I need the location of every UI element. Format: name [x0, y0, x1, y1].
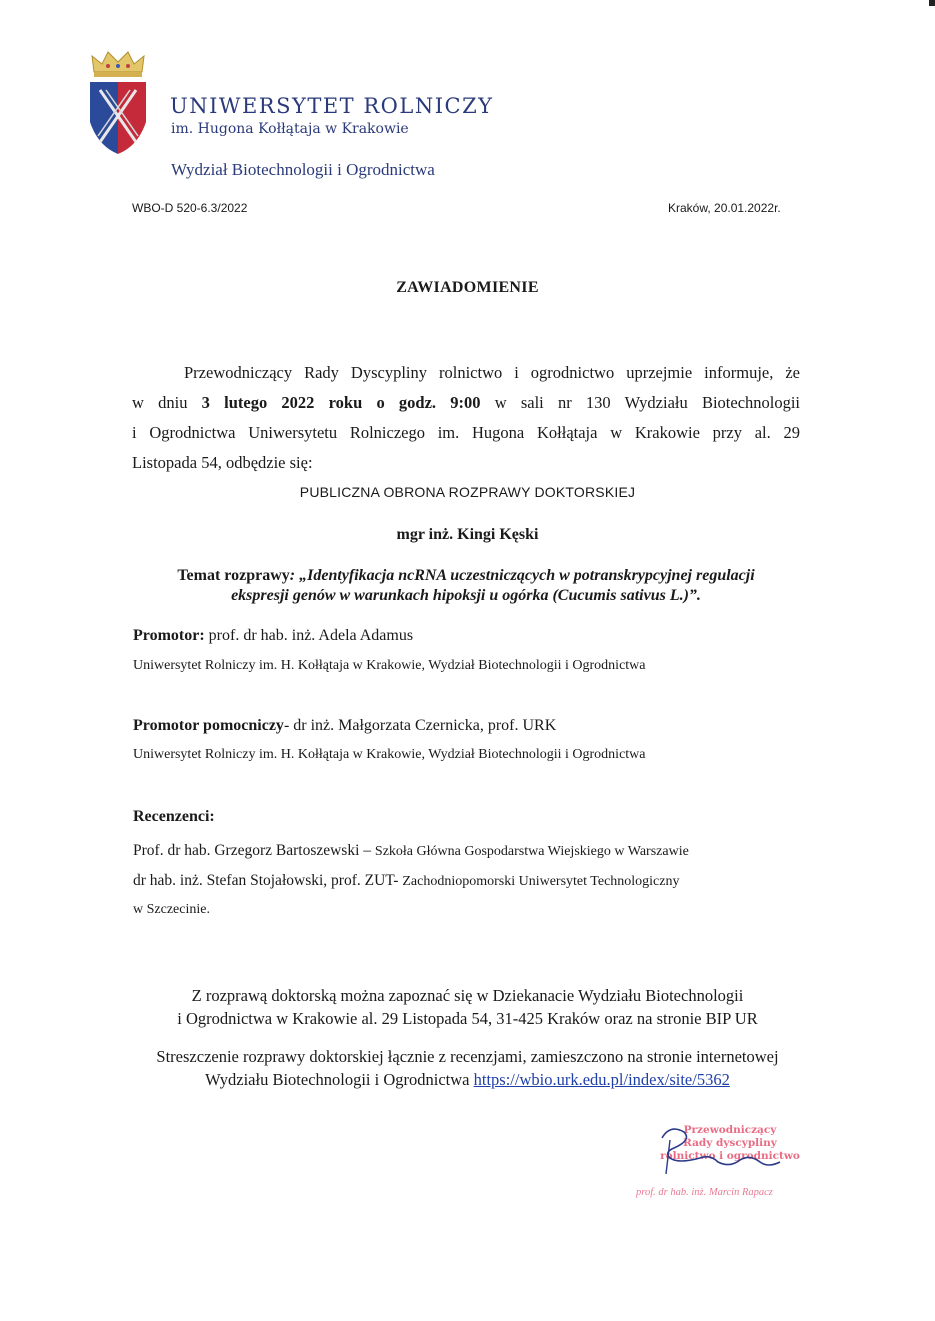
- reviewer-2-city: w Szczecinie.: [133, 902, 210, 917]
- faculty-website-link[interactable]: https://wbio.urk.edu.pl/index/site/5362: [473, 1070, 730, 1089]
- reviewer-2-institution: Zachodniopomorski Uniwersytet Technologiczny: [402, 874, 680, 889]
- reviewer-1-name: Prof. dr hab. Grzegorz Bartoszewski –: [133, 842, 375, 859]
- university-crest-icon: [88, 50, 148, 160]
- topic-title-line-1: „Identyfikacja ncRNA uczestniczących w potranskrypcyjnej regulacji: [295, 567, 755, 584]
- faculty-name: Wydział Biotechnologii i Ogrodnictwa: [171, 160, 435, 179]
- public-defense-heading: PUBLICZNA OBRONA ROZPRAWY DOKTORSKIEJ: [299, 484, 636, 500]
- reviewer-1: [133, 842, 689, 860]
- scan-mark: [929, 0, 935, 6]
- stamp-line-3: rolnictwo i ogrodnictwo: [660, 1150, 800, 1162]
- footer-p2-line-1: Streszczenie rozprawy doktorskiej łącznie z recenzjami, zamieszczono na stronie internetowej: [156, 1047, 779, 1066]
- reviewers-heading: Recenzenci:: [133, 808, 215, 825]
- topic-label: Temat rozprawy: [177, 567, 290, 584]
- university-subtitle: im. Hugona Kołłątaja w Krakowie: [171, 121, 409, 137]
- promotor: [133, 627, 413, 645]
- footer-p2-line-2: Wydziału Biotechnologii i Ogrodnictwa: [205, 1070, 474, 1089]
- footer-paragraph-2: [100, 1045, 835, 1091]
- promotor-name: prof. dr hab. inż. Adela Adamus: [204, 627, 414, 644]
- stamp-signatory: prof. dr hab. inż. Marcin Rapacz: [636, 1187, 773, 1198]
- footer-p1-line-1: Z rozprawą doktorską można zapoznać się w Dziekanacie Wydziału Biotechnologii: [191, 986, 744, 1005]
- promotor-affiliation: Uniwersytet Rolniczy im. H. Kołłątaja w Krakowie, Wydział Biotechnologii i Ogrodnictwa: [133, 658, 646, 673]
- promotor-assistant-label: Promotor pomocniczy: [133, 717, 284, 734]
- topic-colon: :: [289, 567, 296, 584]
- intro-line-1: Przewodniczący Rady Dyscypliny rolnictwo i ogrodnictwo uprzejmie informuje, że: [184, 363, 800, 382]
- reference-number: WBO-D 520-6.3/2022: [132, 201, 248, 215]
- promotor-assistant-affiliation: Uniwersytet Rolniczy im. H. Kołłątaja w Krakowie, Wydział Biotechnologii i Ogrodnictwa: [133, 747, 646, 762]
- place-date: Kraków, 20.01.2022r.: [668, 201, 781, 215]
- reviewer-2-name: dr hab. inż. Stefan Stojałowski, prof. ZUT-: [133, 872, 403, 889]
- thesis-topic: [130, 566, 802, 606]
- intro-line-4: Listopada 54, odbędzie się:: [132, 453, 313, 472]
- document-title: ZAWIADOMIENIE: [396, 279, 539, 296]
- intro-paragraph: [132, 358, 800, 478]
- university-name: UNIWERSYTET ROLNICZY: [170, 94, 494, 118]
- footer-paragraph-1: [100, 984, 835, 1030]
- footer-p1-line-2: i Ogrodnictwa w Krakowie al. 29 Listopada 54, 31-425 Kraków oraz na stronie BIP UR: [177, 1009, 758, 1028]
- reviewer-2: [133, 872, 680, 890]
- intro-line-2-end: w sali nr 130 Wydziału Biotechnologii: [480, 393, 801, 412]
- defense-datetime: 3 lutego 2022 roku o godz. 9:00: [201, 393, 481, 412]
- intro-line-3: i Ogrodnictwa Uniwersytetu Rolniczego im. Hugona Kołłątaja w Krakowie przy al. 29: [132, 423, 800, 442]
- topic-title-line-2: ekspresji genów w warunkach hipoksji u ogórka (Cucumis sativus L.)”.: [231, 587, 701, 604]
- candidate-name: mgr inż. Kingi Kęski: [396, 526, 539, 543]
- promotor-label: Promotor:: [133, 627, 205, 644]
- promotor-assistant: [133, 717, 556, 735]
- stamp-line-1: Przewodniczący: [683, 1124, 777, 1136]
- signature: [640, 1118, 790, 1188]
- intro-line-2: [132, 388, 800, 418]
- intro-line-2-start: w dniu: [132, 393, 202, 412]
- stamp-line-2: Rady dyscypliny: [683, 1137, 777, 1149]
- promotor-assistant-name: - dr inż. Małgorzata Czernicka, prof. URK: [283, 717, 557, 734]
- reviewer-1-institution: Szkoła Główna Gospodarstwa Wiejskiego w Warszawie: [374, 844, 689, 859]
